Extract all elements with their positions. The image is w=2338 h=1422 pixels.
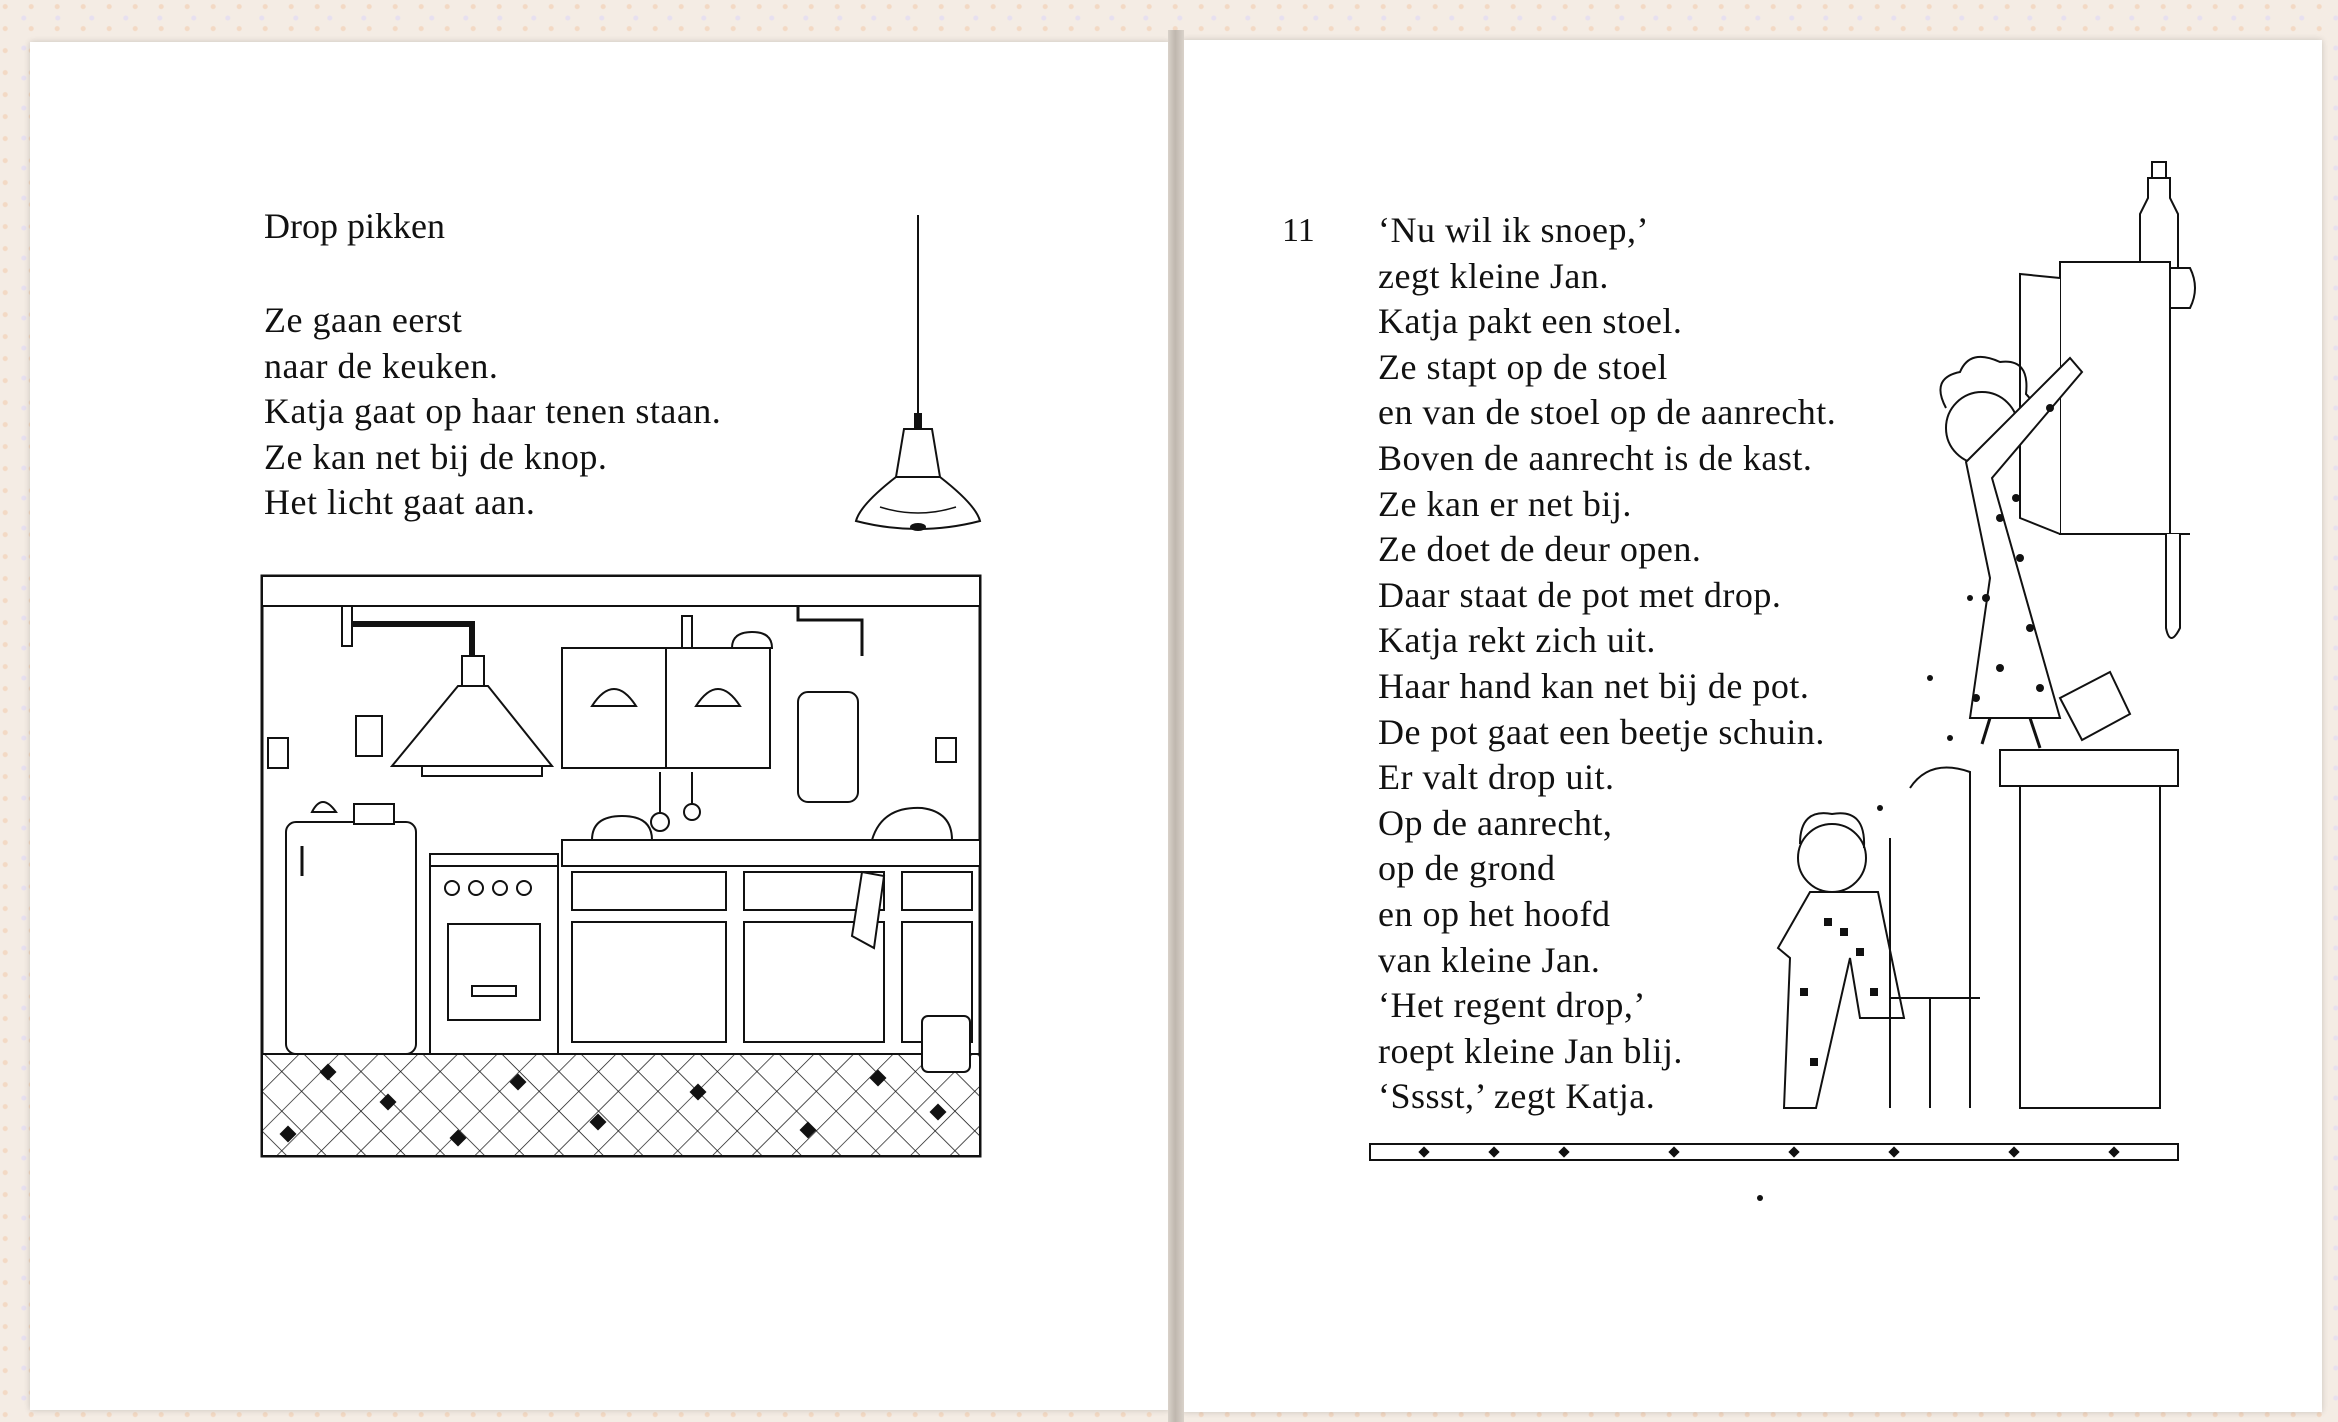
text-line: en op het hoofd bbox=[1378, 893, 1611, 934]
text-line: Haar hand kan net bij de pot. bbox=[1378, 665, 1810, 706]
text-line: Op de aanrecht, bbox=[1378, 802, 1613, 843]
text-line: Ze doet de deur open. bbox=[1378, 529, 1702, 570]
left-text-block bbox=[264, 298, 721, 526]
text-line: De pot gaat een beetje schuin. bbox=[1378, 711, 1825, 752]
text-line: Daar staat de pot met drop. bbox=[1378, 574, 1782, 615]
text-line: Ze gaan eerst bbox=[264, 300, 463, 340]
text-line: ‘Het regent drop,’ bbox=[1378, 985, 1646, 1026]
text-line: en van de stoel op de aanrecht. bbox=[1378, 392, 1837, 433]
kitchen-illustration bbox=[262, 576, 982, 1158]
text-line: Er valt drop uit. bbox=[1378, 757, 1615, 798]
text-line: Boven de aanrecht is de kast. bbox=[1378, 437, 1813, 478]
text-line: Katja rekt zich uit. bbox=[1378, 620, 1656, 661]
text-line: op de grond bbox=[1378, 848, 1556, 889]
text-line: ‘Sssst,’ zegt Katja. bbox=[1378, 1076, 1656, 1117]
text-line: ‘Nu wil ik snoep,’ bbox=[1378, 210, 1649, 250]
page-number: 11 bbox=[1282, 212, 1315, 249]
text-line: Ze kan er net bij. bbox=[1378, 483, 1632, 524]
text-line: Ze kan net bij de knop. bbox=[264, 436, 608, 477]
text-line: van kleine Jan. bbox=[1378, 939, 1601, 980]
story-title: Drop pikken bbox=[264, 206, 445, 246]
text-line: Katja gaat op haar tenen staan. bbox=[264, 391, 722, 432]
hanging-lamp-illustration bbox=[850, 215, 970, 545]
text-line: Ze stapt op de stoel bbox=[1378, 346, 1668, 387]
book-gutter bbox=[1168, 30, 1184, 1422]
text-line: zegt kleine Jan. bbox=[1378, 255, 1609, 296]
text-line: naar de keuken. bbox=[264, 345, 499, 386]
text-line: roept kleine Jan blij. bbox=[1378, 1030, 1683, 1071]
children-illustration bbox=[1370, 158, 2210, 1208]
text-line: Katja pakt een stoel. bbox=[1378, 301, 1683, 342]
text-line: Het licht gaat aan. bbox=[264, 482, 536, 523]
